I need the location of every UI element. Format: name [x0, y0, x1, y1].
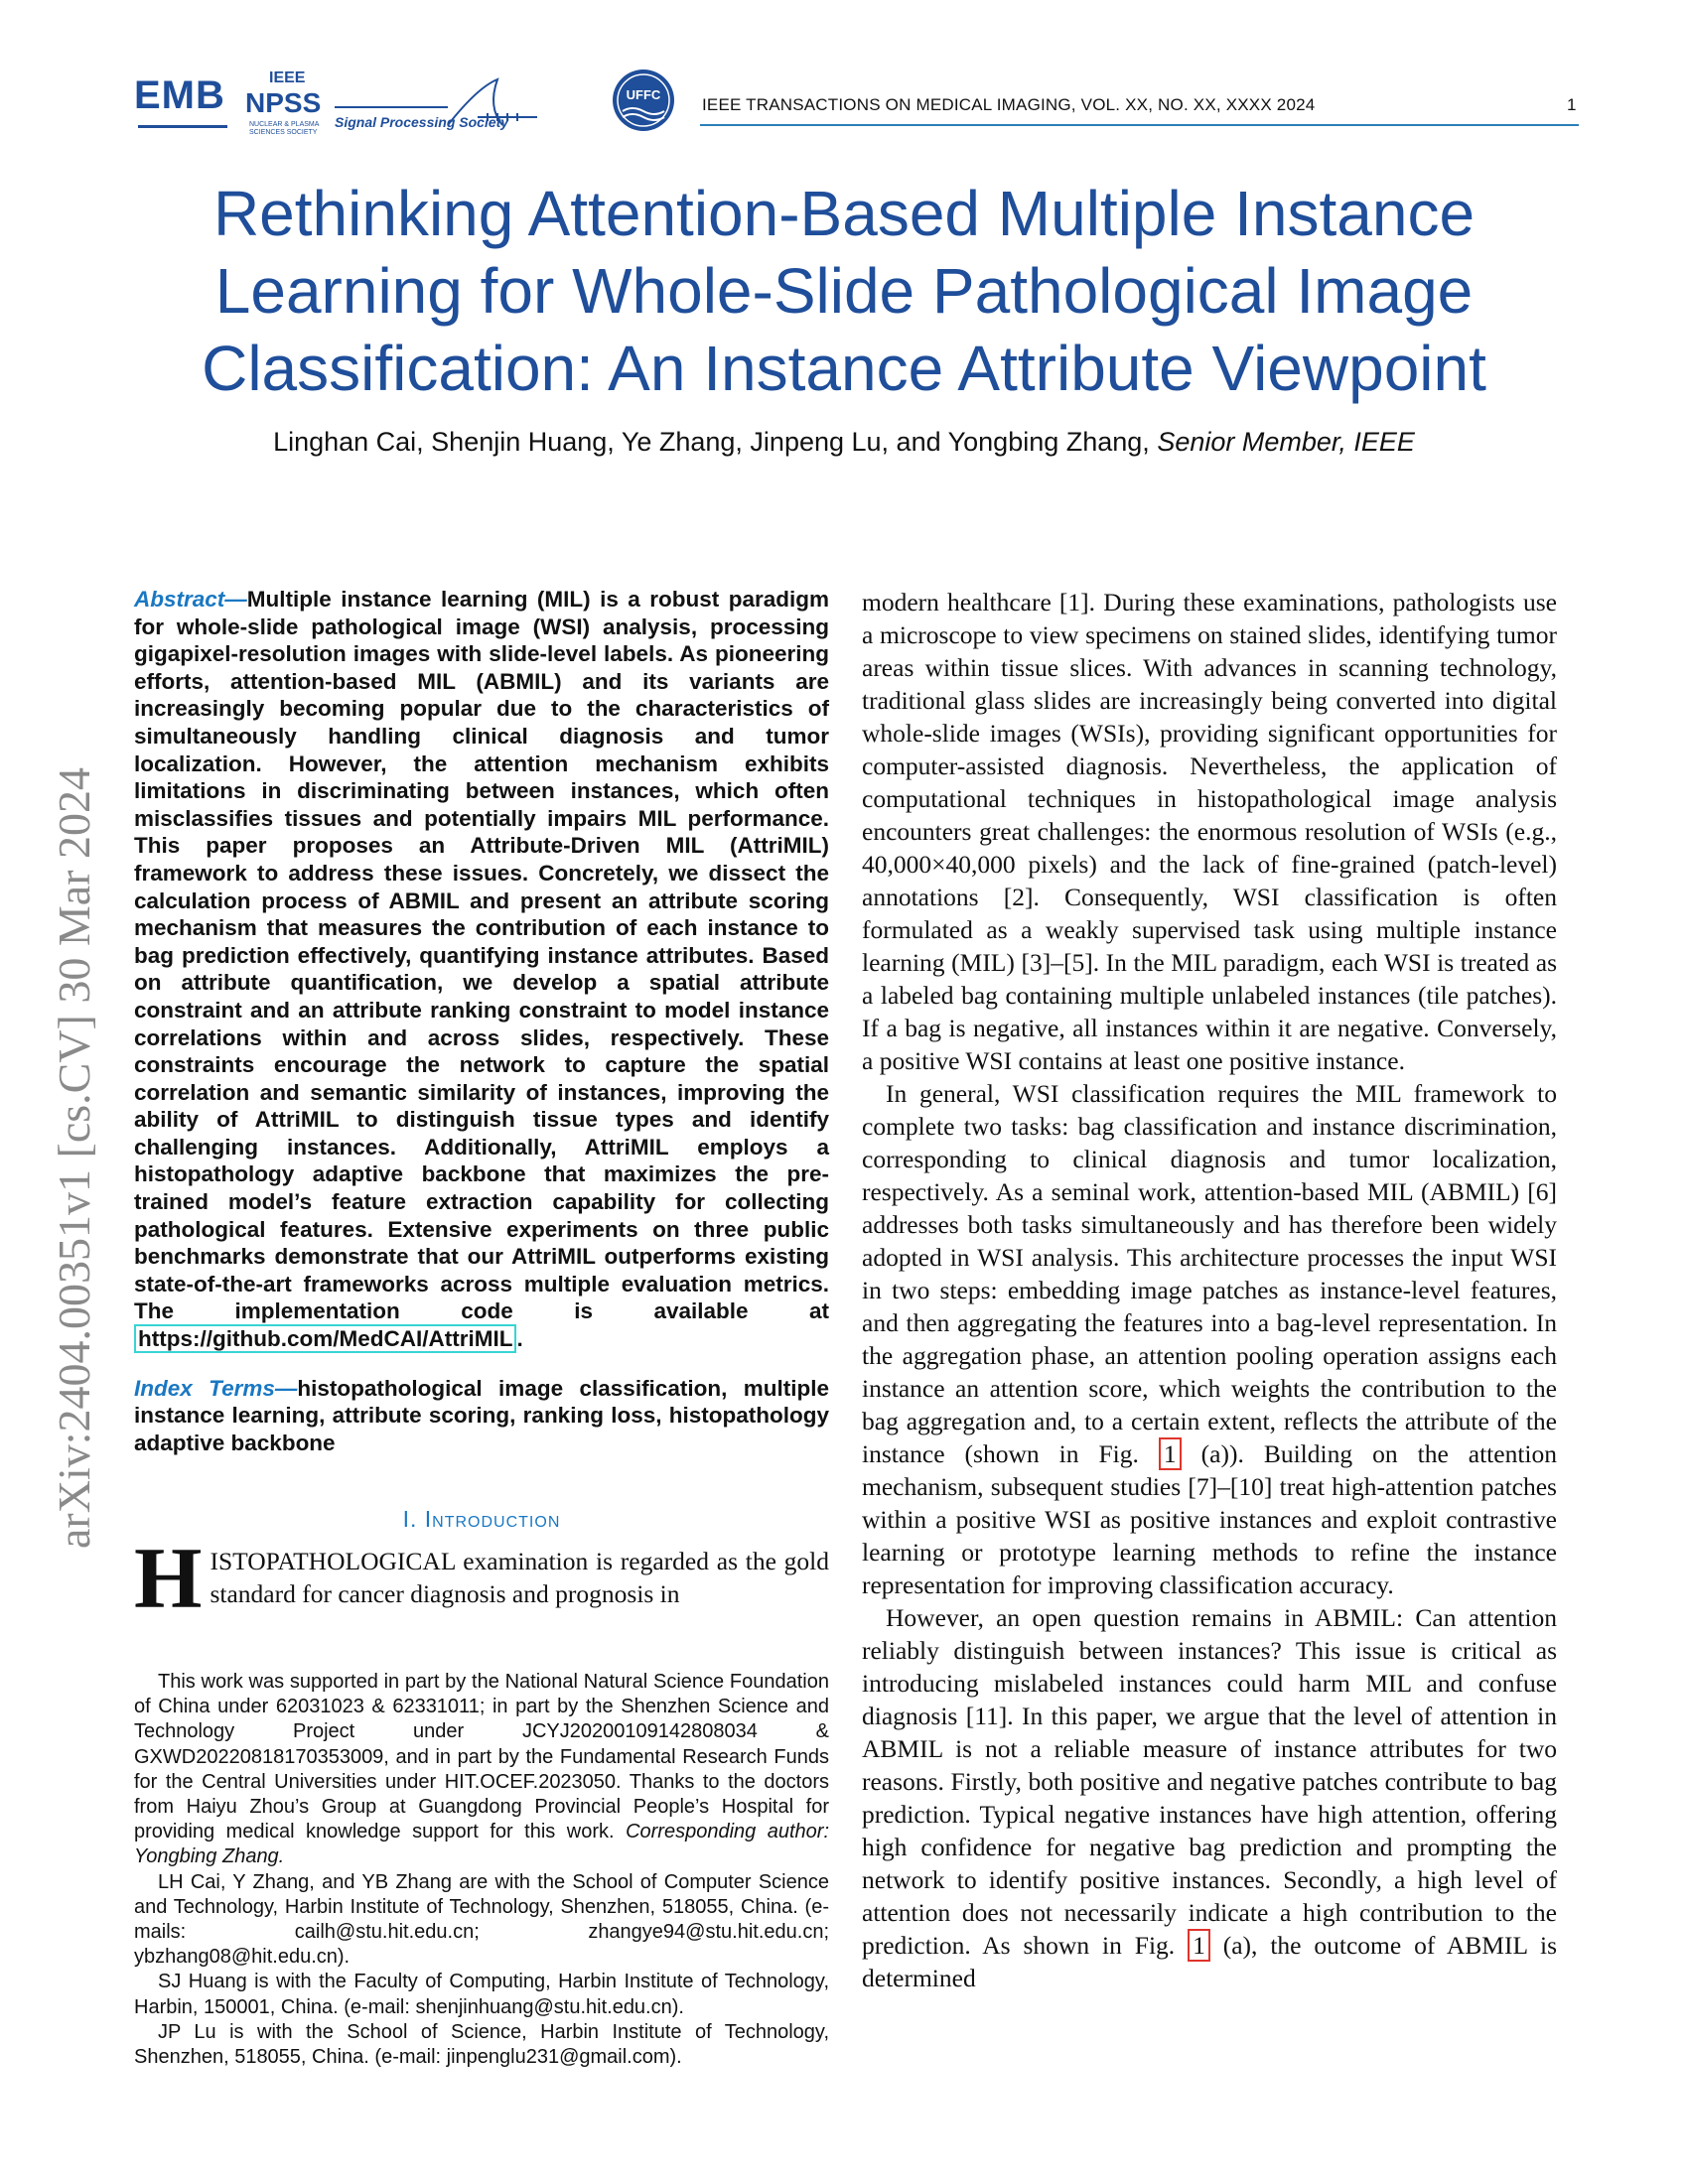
figure-reference-link[interactable]: 1: [1188, 1929, 1210, 1962]
footnote-affiliation: JP Lu is with the School of Science, Harbin Institute of Technology, Shenzhen, 518055, China. (e-mail: jinpenglu231@gmail.com).: [134, 2020, 829, 2069]
npss-logo-ieee: IEEE: [269, 69, 306, 86]
body-paragraph: modern healthcare [1]. During these examinations, pathologists use a microscope to view specimens on stained slides, identifying tumor areas within tissue slices. With advances in scanning technology, traditional glass slides are increasingly being converted into digital whole-slide images (WSIs), providing significant opportunities for computer-assisted diagnosis. Nevertheless, the application of computational techniques in histopathological image analysis encounters great challenges: the enormous resolution of WSIs (e.g., 40,000×40,000 pixels) and the lack of fine-grained (patch-level) annotations [2]. Consequently, WSI classification is often formulated as a weakly supervised task using multiple instance learning (MIL) [3]–[5]. In the MIL paradigm, each WSI is treated as a labeled bag containing multiple unlabeled instances (tile patches). If a bag is negative, all instances within it are negative. Conversely, a positive WSI contains at least one positive instance.: [862, 588, 1557, 1075]
code-link[interactable]: https://github.com/MedCAI/AttriMIL: [134, 1324, 516, 1353]
society-logos: [134, 68, 690, 139]
intro-paragraph: [134, 1531, 829, 1628]
header-rule: [700, 124, 1579, 126]
author-membership: Senior Member, IEEE: [1157, 427, 1415, 457]
abstract-end: .: [516, 1326, 523, 1352]
page-number: 1: [1567, 95, 1577, 114]
intro-first-text: examination is regarded as the gold standard for cancer diagnosis and prognosis in: [210, 1547, 829, 1609]
sps-logo-text: Signal Processing Society: [335, 114, 509, 130]
left-column: [134, 586, 829, 1628]
body-text: However, an open question remains in ABMIL: Can attention reliably distinguish between instances? This issue is critical as introducing mislabeled instances could harm MIL and confuse diagnosis [11]. In this paper, we argue that the level of attention in ABMIL is not a reliable measure of instance attributes for two reasons. Firstly, both positive and negative patches contribute to bag prediction. Typical negative instances have high attention, offering high confidence for negative bag prediction and prompting the network to identify positive instances. Secondly, a high level of attention does not necessarily indicate a high contribution to the prediction. As shown in Fig.: [862, 1603, 1557, 1960]
index-terms-text: histopathological image classification, multiple instance learning, attribute scoring, ranking loss, histopathology adaptive backbone: [134, 1375, 829, 1455]
footnotes: [134, 1670, 829, 2070]
author-line: [119, 427, 1569, 458]
drop-cap: H: [134, 1531, 203, 1628]
section-title: Introduction: [424, 1506, 561, 1533]
body-text: (a)). Building on the attention mechanism, subsequent studies [7]–[10] treat high-attention patches within a positive WSI as positive instances and exploit contrastive learning or prototype learning methods to refine the instance representation for improving classification accuracy.: [862, 1439, 1557, 1599]
npss-logo-text: NPSS: [245, 87, 322, 118]
body-paragraph: [862, 1077, 1557, 1601]
section-heading-introduction: [134, 1506, 829, 1533]
body-paragraph: [862, 1601, 1557, 1994]
abstract-label: Abstract—: [134, 587, 247, 612]
figure-reference-link[interactable]: 1: [1159, 1437, 1182, 1470]
footnote-affiliation: SJ Huang is with the Faculty of Computing, Harbin Institute of Technology, Harbin, 150001, China. (e-mail: shenjinhuang@stu.hit.edu.cn).: [134, 1971, 829, 2018]
signal-processing-society-logo: [329, 77, 547, 137]
abstract-text: Multiple instance learning (MIL) is a robust paradigm for whole-slide pathological image (WSI) analysis, processing gigapixel-resolution images with slide-level labels. As pioneering efforts, attention-based MIL (ABMIL) and its variants are increasingly becoming popular due to the characteristics of simultaneously handling clinical diagnosis and tumor localization. However, the attention mechanism exhibits limitations in discriminating between instances, which often misclassifies tissues and potentially impairs MIL performance. This paper proposes an Attribute-Driven MIL (AttriMIL) framework to address these issues. Concretely, we dissect the calculation process of ABMIL and present an attribute scoring mechanism that measures the contribution of each instance to bag prediction effectively, quantifying instance attributes. Based on attribute quantification, we develop a spatial attribute constraint and an attribute ranking constraint to model instance correlations within and across slides, respectively. These constraints encourage the network to capture the spatial correlation and semantic similarity of instances, improving the ability of AttriMIL to distinguish tissue types and identify challenging instances. Additionally, AttriMIL employs a histopathology adaptive backbone that maximizes the pre-trained model’s feature extraction capability for collecting pathological features. Extensive experiments on three public benchmarks demonstrate that our AttriMIL outperforms existing state-of-the-art frameworks across multiple evaluation metrics. The implementation code is available at: [134, 587, 829, 1324]
section-number: I.: [402, 1506, 425, 1533]
footnote-corresponding: Corresponding author: Yongbing Zhang.: [134, 1821, 830, 1868]
author-names: Linghan Cai, Shenjin Huang, Ye Zhang, Jinpeng Lu, and Yongbing Zhang,: [273, 427, 1150, 457]
arxiv-stamp: arXiv:2404.00351v1 [cs.CV] 30 Mar 2024: [49, 766, 99, 1549]
body-text: (a), the outcome of ABMIL is determined: [862, 1931, 1557, 1992]
intro-first-word: ISTOPATHOLOGICAL: [210, 1547, 456, 1576]
abstract: [134, 586, 829, 1353]
uffc-logo-text: UFFC: [626, 87, 661, 102]
footnote-affiliation: LH Cai, Y Zhang, and YB Zhang are with the School of Computer Science and Technology, Harbin Institute of Technology, Shenzhen, 518055, China. (e-mails: cailh@stu.hit.edu.cn; zhangye94@stu.hit.edu.cn; ybzhang08@hit.edu.cn).: [134, 1870, 829, 1969]
right-column: [862, 586, 1557, 1994]
paper-title: Rethinking Attention-Based Multiple Instance Learning for Whole-Slide Pathological Image Classification: An Instance Attribute Viewpoint: [202, 178, 1486, 404]
index-terms: [134, 1375, 829, 1457]
npss-logo: [243, 69, 323, 135]
emb-logo: EMB: [134, 73, 225, 117]
footnote-funding: [134, 1670, 829, 1870]
emb-logo-underline: [138, 125, 227, 128]
body-text: In general, WSI classification requires the MIL framework to complete two tasks: bag classification and instance discrimination, corresponding to clinical diagnosis and tumor localization, respectively. As a seminal work, attention-based MIL (ABMIL) [6] addresses both tasks simultaneously and has therefore been widely adopted in WSI analysis. This architecture processes the input WSI in two steps: embedding image patches as instance-level features, and then aggregating the features into a bag-level representation. In the aggregation phase, an attention pooling operation assigns each instance an attention score, which weights the contribution to the bag aggregation and, to a certain extent, reflects the attribute of the instance (shown in Fig.: [862, 1079, 1557, 1468]
footnote-text: This work was supported in part by the National Natural Science Foundation of China under 62031023 & 62331011; in part by the Shenzhen Science and Technology Project under JCYJ20200109142808034 & GXWD20220818170353009, and in part by the Fundamental Research Funds for the Central Universities under HIT.OCEF.2023050. Thanks to the doctors from Haiyu Zhou’s Group at Guangdong Provincial People’s Hospital for providing medical knowledge support for this work.: [134, 1671, 829, 1843]
index-terms-label: Index Terms—: [134, 1375, 298, 1401]
npss-logo-subtext: NUCLEAR & PLASMA SCIENCES SOCIETY: [249, 121, 320, 136]
uffc-logo: [611, 68, 676, 133]
journal-header: IEEE TRANSACTIONS ON MEDICAL IMAGING, VOL. XX, NO. XX, XXXX 2024: [702, 95, 1316, 114]
